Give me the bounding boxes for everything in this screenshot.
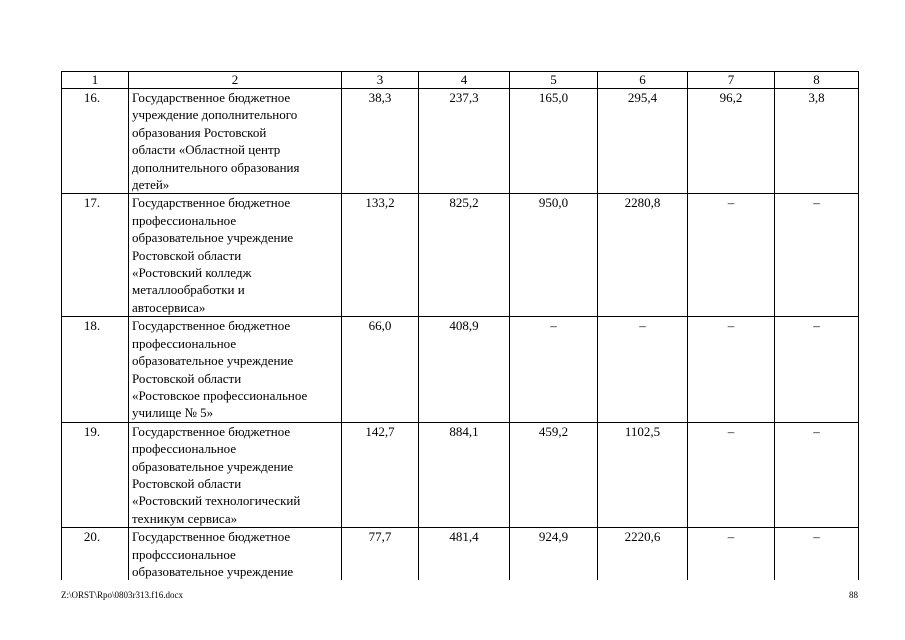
column-number-4: 4 bbox=[419, 72, 510, 89]
value-col-6: 2220,6 bbox=[598, 528, 688, 581]
institution-name-line: училище № 5» bbox=[132, 405, 214, 421]
table-header-row bbox=[62, 72, 859, 89]
row-number: 20. bbox=[62, 528, 129, 581]
value-col-7: – bbox=[688, 317, 775, 422]
institution-name bbox=[129, 422, 342, 527]
value-col-4: 237,3 bbox=[419, 89, 510, 194]
value-col-6: 2280,8 bbox=[598, 194, 688, 317]
value-col-7: 96,2 bbox=[688, 89, 775, 194]
institution-name bbox=[129, 317, 342, 422]
institution-name-line: образовательное учреждение bbox=[132, 563, 294, 579]
value-col-8: – bbox=[775, 422, 859, 527]
institution-name-line: Ростовской области bbox=[132, 370, 242, 386]
value-col-4: 481,4 bbox=[419, 528, 510, 581]
value-col-3: 38,3 bbox=[342, 89, 419, 194]
institution-name-line: Ростовской области bbox=[132, 247, 242, 263]
value-col-8: 3,8 bbox=[775, 89, 859, 194]
institution-name-line: Ростовской области bbox=[132, 475, 242, 491]
value-col-5: 165,0 bbox=[510, 89, 598, 194]
value-col-8: – bbox=[775, 194, 859, 317]
value-col-3: 77,7 bbox=[342, 528, 419, 581]
institution-name-line: «Ростовский колледж bbox=[132, 265, 252, 281]
row-number: 18. bbox=[62, 317, 129, 422]
value-col-8: – bbox=[775, 528, 859, 581]
institution-name-line: образовательное учреждение bbox=[132, 230, 294, 246]
column-number-7: 7 bbox=[688, 72, 775, 89]
institution-name-line: области «Областной центр bbox=[132, 142, 281, 158]
institution-name-line: образования Ростовской bbox=[132, 124, 267, 140]
value-col-6: 295,4 bbox=[598, 89, 688, 194]
value-col-5: 924,9 bbox=[510, 528, 598, 581]
value-col-3: 66,0 bbox=[342, 317, 419, 422]
footer-file-path: Z:\ORST\Rpo\0803r313.f16.docx bbox=[61, 590, 183, 600]
institution-name-line: дополнительного образования bbox=[132, 159, 300, 175]
column-number-5: 5 bbox=[510, 72, 598, 89]
institution-name-line: детей» bbox=[132, 177, 170, 193]
value-col-6: – bbox=[598, 317, 688, 422]
row-number: 17. bbox=[62, 194, 129, 317]
table-row bbox=[62, 528, 859, 581]
institution-name-line: металлообработки и bbox=[132, 282, 245, 298]
institution-name-line: Государственное бюджетное bbox=[132, 195, 291, 211]
table-row bbox=[62, 422, 859, 527]
column-number-6: 6 bbox=[598, 72, 688, 89]
value-col-3: 142,7 bbox=[342, 422, 419, 527]
value-col-7: – bbox=[688, 422, 775, 527]
table-row bbox=[62, 89, 859, 194]
value-col-7: – bbox=[688, 194, 775, 317]
institution-name-line: «Ростовское профессиональное bbox=[132, 387, 308, 403]
institution-name-line: образовательное учреждение bbox=[132, 353, 294, 369]
institution-name bbox=[129, 194, 342, 317]
institution-name bbox=[129, 528, 342, 581]
value-col-8: – bbox=[775, 317, 859, 422]
institution-name-line: учреждение дополнительного bbox=[132, 107, 298, 123]
institution-name-line: Государственное бюджетное bbox=[132, 90, 291, 105]
institution-name-line: «Ростовский технологический bbox=[132, 493, 301, 509]
table-row bbox=[62, 317, 859, 422]
institution-name bbox=[129, 89, 342, 194]
row-number: 16. bbox=[62, 89, 129, 194]
column-number-3: 3 bbox=[342, 72, 419, 89]
value-col-5: 459,2 bbox=[510, 422, 598, 527]
institution-name-line: техникум сервиса» bbox=[132, 510, 238, 526]
column-number-2: 2 bbox=[129, 72, 342, 89]
institution-name-line: профессиональное bbox=[132, 212, 237, 228]
column-number-8: 8 bbox=[775, 72, 859, 89]
institution-name-line: профсссиональное bbox=[132, 546, 236, 562]
institution-name-line: Государственное бюджетное bbox=[132, 423, 291, 439]
value-col-3: 133,2 bbox=[342, 194, 419, 317]
value-col-4: 408,9 bbox=[419, 317, 510, 422]
value-col-7: – bbox=[688, 528, 775, 581]
institution-name-line: Государственное бюджетное bbox=[132, 529, 291, 545]
value-col-4: 884,1 bbox=[419, 422, 510, 527]
institution-name-line: Государственное бюджетное bbox=[132, 318, 291, 334]
table-row bbox=[62, 194, 859, 317]
institution-name-line: автосервиса» bbox=[132, 299, 206, 315]
institution-name-line: профессиональное bbox=[132, 441, 237, 457]
value-col-5: 950,0 bbox=[510, 194, 598, 317]
value-col-5: – bbox=[510, 317, 598, 422]
value-col-6: 1102,5 bbox=[598, 422, 688, 527]
value-col-4: 825,2 bbox=[419, 194, 510, 317]
budget-table bbox=[61, 71, 859, 580]
footer-page-number: 88 bbox=[849, 590, 858, 600]
institution-name-line: профессиональное bbox=[132, 335, 237, 351]
row-number: 19. bbox=[62, 422, 129, 527]
institution-name-line: образовательное учреждение bbox=[132, 458, 294, 474]
column-number-1: 1 bbox=[62, 72, 129, 89]
